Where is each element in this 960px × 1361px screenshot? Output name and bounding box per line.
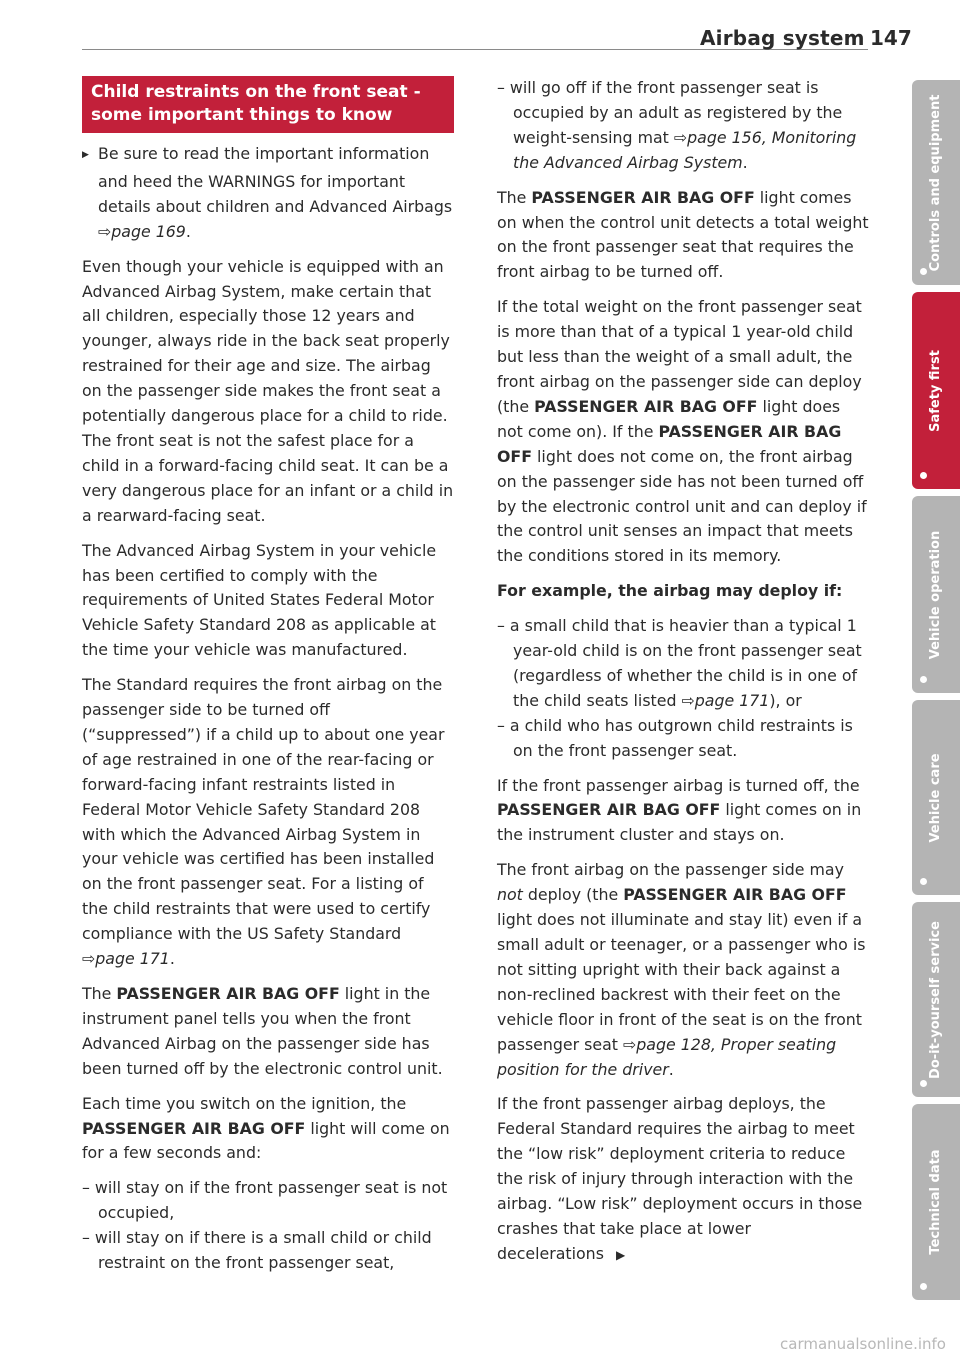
tab-safety-first[interactable] bbox=[912, 292, 960, 489]
tab-dot-icon bbox=[920, 1283, 927, 1290]
paragraph-4 bbox=[82, 982, 454, 1082]
paragraph-1: Even though your vehicle is equipped with an Advanced Airbag System, make certain that all children, especially those 12 years and younger, always ride in the back seat properly restrained for their age and size. The airbag on the passenger side makes the front seat a potentially dangerous place for a child to ride. The front seat is not the safest place for a child in a forward-facing child seat. It can be a very dangerous place for an infant or a child in a rearward-facing seat. bbox=[82, 256, 454, 525]
page-reference-link[interactable]: ⇨page 171 bbox=[681, 690, 770, 710]
tab-dot-icon bbox=[920, 1080, 927, 1087]
text: If the total weight on the front passenger seat is more than that of a typical 1 year-old child but less than the weight of a small adult, the front airbag on the passenger side can deploy (the bbox=[497, 297, 862, 416]
left-column bbox=[82, 76, 454, 1286]
list-item bbox=[497, 614, 869, 714]
warning-light-name: PASSENGER AIR BAG OFF bbox=[82, 1118, 306, 1138]
example-heading-text: For example, the airbag may deploy if: bbox=[497, 581, 843, 601]
continue-arrow-icon: ▶ bbox=[615, 1247, 626, 1262]
text: light comes on in the instrument cluster and stays on. bbox=[497, 800, 862, 845]
tab-vehicle-care[interactable] bbox=[912, 700, 960, 895]
warning-light-name: PASSENGER AIR BAG OFF bbox=[531, 187, 755, 207]
paragraph-3 bbox=[82, 673, 454, 972]
paragraph-5 bbox=[82, 1092, 454, 1167]
section-title: Airbag system bbox=[700, 26, 865, 50]
tab-do-it-yourself-service[interactable] bbox=[912, 902, 960, 1097]
paragraph-7 bbox=[497, 295, 869, 569]
list-item bbox=[497, 76, 869, 176]
tab-dot-icon bbox=[920, 878, 927, 885]
page-reference-link[interactable]: ⇨page 171 bbox=[82, 949, 170, 969]
tab-label: Do-it-yourself service bbox=[928, 920, 943, 1079]
section-heading: Child restraints on the front seat - some important things to know bbox=[82, 76, 454, 133]
punctuation: . bbox=[185, 221, 191, 241]
text: The bbox=[497, 187, 532, 207]
text: light does not come on). If the bbox=[497, 396, 841, 441]
paragraph-6 bbox=[497, 186, 869, 286]
warning-light-name: PASSENGER AIR BAG OFF bbox=[116, 984, 340, 1003]
bullet-paragraph bbox=[82, 142, 454, 245]
bullet-text: Be sure to read the important information and heed the WARNINGS for important details about children and Advanced Airbags bbox=[98, 144, 453, 216]
tab-label: Vehicle operation bbox=[928, 530, 943, 659]
tab-dot-icon bbox=[920, 268, 927, 275]
text: light in the instrument panel tells you when the front Advanced Airbag on the passenger side has been turned off by the electronic control unit. bbox=[82, 984, 443, 1078]
tab-label: Technical data bbox=[928, 1149, 943, 1255]
paragraph-3-text: The Standard requires the front airbag on the passenger side to be turned off (“suppressed”) if a child up to about one year of age restrained in one of the rear-facing or forward-facing infant restraints listed in Federal Motor Vehicle Safety Standard 208 with which the Advanced Airbag System in your vehicle was certified has been installed on the front passenger seat. For a listing of the child restraints that were used to certify compliance with the US Safety Standard bbox=[82, 675, 445, 944]
page-number: 147 bbox=[870, 26, 912, 50]
list-item: – will stay on if there is a small child or child restraint on the front passenger seat, bbox=[82, 1228, 432, 1273]
emphasis: not bbox=[497, 885, 523, 905]
tab-label: Vehicle care bbox=[928, 752, 943, 843]
condition-list bbox=[82, 1176, 454, 1276]
triangle-bullet-icon bbox=[82, 142, 98, 170]
text: light does not illuminate and stay lit) even if a small adult or teenager, or a passenger who is not sitting upright with their back against a non-reclined backrest with their feet on the vehicle floor in front of the seat is on the front passenger seat bbox=[497, 910, 866, 1054]
text: light does not come on, the front airbag on the passenger side has not been turned off by the electronic control unit and can deploy if the control unit senses an impact that meets the conditions stored in its memory. bbox=[497, 446, 867, 566]
tab-dot-icon bbox=[920, 472, 927, 479]
list-item: – will stay on if the front passenger seat is not occupied, bbox=[82, 1178, 448, 1223]
list-item: – a child who has outgrown child restraints is on the front passenger seat. bbox=[497, 715, 853, 760]
text: light will come on for a few seconds and: bbox=[82, 1118, 450, 1163]
text: If the front passenger airbag deploys, the Federal Standard requires the airbag to meet the “low risk” deployment criteria to reduce the risk of injury through interaction with the airbag. “Low risk” deployment occurs in those crashes that take place at lower decelerations bbox=[497, 1094, 863, 1263]
text: – a small child that is heavier than a typical 1 year-old child is on the front passenger seat (regardless of whether the child is in one of the child seats listed bbox=[497, 616, 862, 710]
page-reference-link[interactable]: ⇨page 169 bbox=[98, 221, 186, 241]
text: The front airbag on the passenger side may bbox=[497, 860, 844, 880]
paragraph-8 bbox=[497, 774, 869, 849]
paragraph-9 bbox=[497, 858, 869, 1082]
punctuation: . bbox=[742, 152, 748, 172]
example-list bbox=[497, 614, 869, 763]
tab-label: Controls and equipment bbox=[928, 94, 943, 271]
page-reference-link[interactable]: ⇨page 128, Proper seating position for the driver bbox=[497, 1034, 837, 1079]
warning-light-name: PASSENGER AIR BAG OFF bbox=[497, 800, 721, 820]
text: light comes on when the control unit detects a total weight on the front passenger seat that requires the front airbag to be turned off. bbox=[497, 187, 869, 282]
page-reference-link[interactable]: ⇨page 156, Monitoring the Advanced Airbag System bbox=[513, 127, 857, 172]
paragraph-10 bbox=[497, 1092, 869, 1267]
warning-light-name: PASSENGER AIR BAG OFF bbox=[623, 885, 847, 905]
warning-light-name: PASSENGER AIR BAG OFF bbox=[497, 421, 842, 466]
watermark: carmanualsonline.info bbox=[780, 1335, 946, 1353]
text: Each time you switch on the ignition, the bbox=[82, 1093, 407, 1113]
tab-dot-icon bbox=[920, 676, 927, 683]
text: – will go off if the front passenger seat is occupied by an adult as registered by the weight-sensing mat bbox=[497, 78, 843, 147]
tab-vehicle-operation[interactable] bbox=[912, 496, 960, 693]
text: deploy (the bbox=[522, 885, 624, 905]
text: If the front passenger airbag is turned off, the bbox=[497, 775, 860, 795]
example-heading bbox=[497, 579, 869, 604]
warning-light-name: PASSENGER AIR BAG OFF bbox=[534, 396, 758, 416]
text: The bbox=[82, 984, 117, 1003]
paragraph-2: The Advanced Airbag System in your vehicle has been certified to comply with the requirements of United States Federal Motor Vehicle Safety Standard 208 as applicable at the time your vehicle was manufactured. bbox=[82, 540, 437, 660]
tab-label: Safety first bbox=[928, 349, 943, 432]
tab-controls-and-equipment[interactable] bbox=[912, 80, 960, 285]
punctuation: . bbox=[668, 1059, 674, 1079]
punctuation: . bbox=[169, 949, 175, 969]
right-column bbox=[497, 76, 869, 1278]
tab-technical-data[interactable] bbox=[912, 1104, 960, 1300]
punctuation: ), or bbox=[769, 690, 802, 710]
